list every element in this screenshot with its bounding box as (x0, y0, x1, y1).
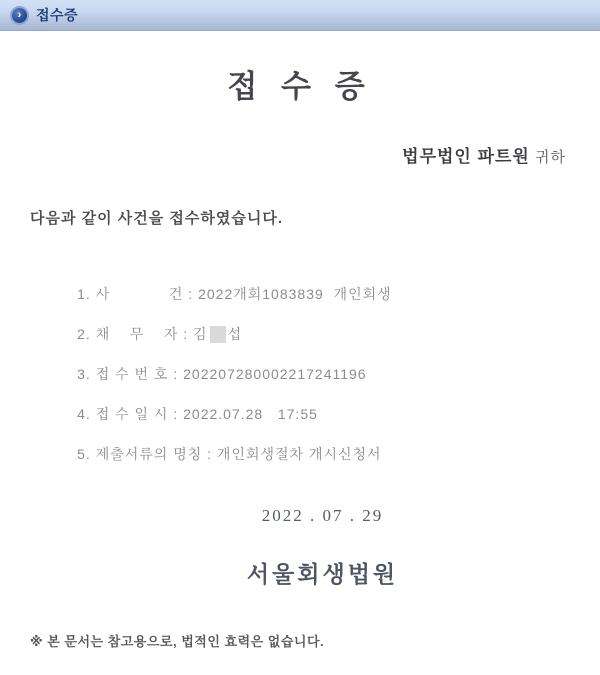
section-title: 접수증 (36, 7, 79, 23)
chevron-right-circle-icon: › (12, 8, 27, 23)
case-field-text: 4. 접 수 일 시 : 2022.07.28 17:55 (77, 406, 318, 422)
section-header-bar (0, 0, 600, 31)
redaction-box (210, 326, 226, 343)
case-field-text: 5. 제출서류의 명칭 : 개인회생절차 개시신청서 (77, 446, 382, 462)
intro-sentence: 다음과 같이 사건을 접수하였습니다. (30, 210, 284, 227)
case-field-case-number (38, 268, 570, 308)
signature-block (30, 506, 570, 589)
case-field-document-name (38, 428, 570, 468)
case-details-list (30, 268, 570, 468)
case-field-text: 1. 사 건 : 2022개회1083839 개인회생 (77, 286, 392, 302)
case-field-text: 2. 채 무 자 : 김 (77, 326, 208, 342)
case-field-debtor (38, 308, 570, 348)
recipient-line (30, 124, 570, 185)
case-field-text: 섭 (227, 326, 243, 342)
case-field-receipt-number (38, 348, 570, 388)
recipient-name: 법무법인 파트원 (402, 147, 530, 166)
document-title: 접 수 증 (227, 69, 373, 104)
disclaimer-note: ※ 본 문서는 참고용으로, 법적인 효력은 없습니다. (30, 634, 325, 649)
court-name: 서울회생법원 (246, 562, 399, 587)
issue-date: 2022 . 07 . 29 (261, 506, 384, 525)
receipt-document (0, 61, 600, 650)
case-field-text: 3. 접 수 번 호 : 202207280002217241196 (77, 366, 367, 382)
case-field-receipt-datetime (38, 388, 570, 428)
recipient-honorific: 귀하 (529, 149, 566, 166)
